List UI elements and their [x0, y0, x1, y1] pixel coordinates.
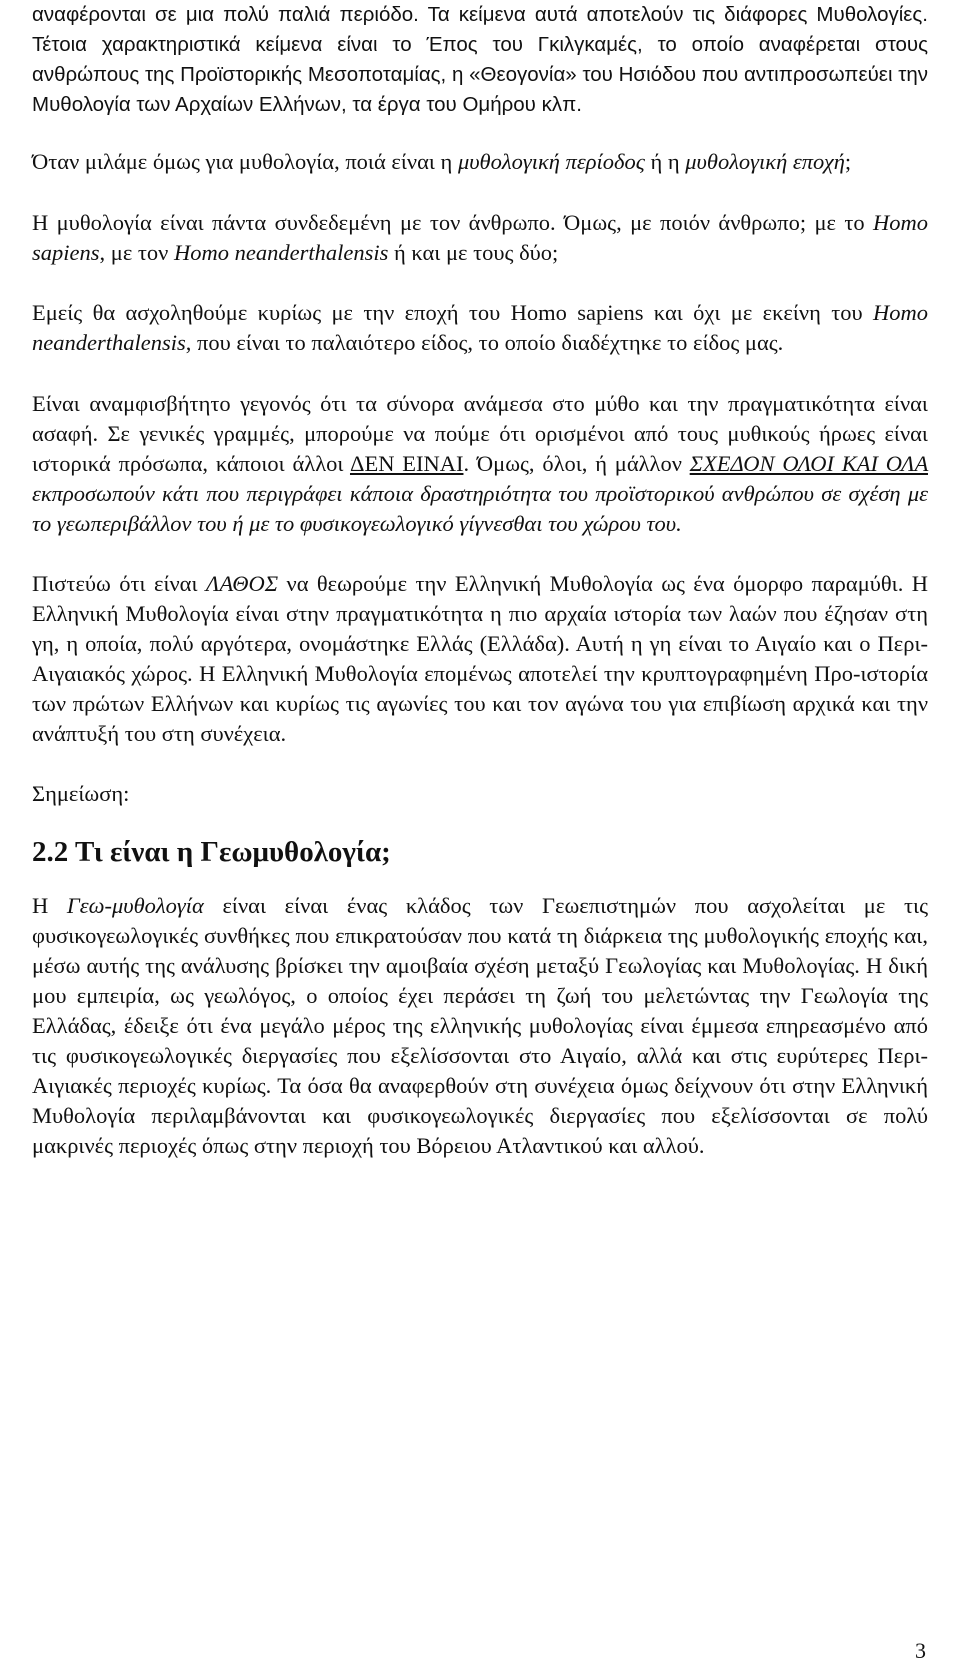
- para4-emphasis: ΛΑΘΟΣ: [205, 571, 279, 596]
- geo-term: Γεω-μυθολογία: [66, 893, 204, 918]
- para4-text-1: Πιστεύω ότι είναι: [32, 571, 206, 596]
- para1-text-3: ή και με τους δύο;: [388, 240, 559, 265]
- intro-paragraph: [32, 0, 928, 120]
- question-emphasis-1: μυθολογική περίοδος: [457, 149, 645, 174]
- para3-italic-text: εκπροσωπούν κάτι που περιγράφει κάποια δραστηριότητα του προϊστορικού ανθρώπου σε σχέση με το γεωπεριβάλλον του ή με το φυσικογεωλογικό γίγνεσθαι του χώρου του.: [32, 481, 928, 536]
- section-heading: 2.2 Τι είναι η Γεωμυθολογία;: [32, 836, 391, 868]
- para1-species-neanderthalensis: Homo neanderthalensis: [173, 240, 389, 265]
- paragraph-homo-sapiens: [32, 298, 928, 358]
- question-paragraph: [32, 147, 928, 177]
- paragraph-geomythology: [32, 891, 928, 1161]
- page-number: 3: [915, 1638, 926, 1663]
- question-text-2: ή η: [644, 149, 686, 174]
- question-text-3: ;: [844, 149, 852, 174]
- para3-text-2: . Όμως, όλοι, ή μάλλον: [463, 451, 690, 476]
- para2-text-2: , που είναι το παλαιότερο είδος, το οποίο διαδέχτηκε το είδος μας.: [185, 330, 784, 355]
- paragraph-myth-reality: [32, 389, 928, 539]
- para2-species: Homo neanderthalensis: [32, 300, 928, 355]
- geo-text-1: Η: [32, 893, 67, 918]
- note-label: Σημείωση:: [32, 781, 130, 806]
- paragraph-human: [32, 208, 928, 268]
- question-text-1: Όταν μιλάμε όμως για μυθολογία, ποιά είναι η: [32, 149, 458, 174]
- para3-underlined-1: ΔΕΝ ΕΙΝΑΙ: [349, 451, 464, 476]
- para1-text-1: Η μυθολογία είναι πάντα συνδεδεμένη με τον άνθρωπο. Όμως, με ποιόν άνθρωπο; με το: [32, 210, 873, 235]
- para1-species-sapiens: Homo sapiens: [32, 210, 928, 265]
- para1-text-2: , με τον: [99, 240, 174, 265]
- note-paragraph: [32, 779, 928, 809]
- para2-text-1: Εμείς θα ασχοληθούμε κυρίως με την εποχή του Homo sapiens και όχι με εκείνη του: [32, 300, 873, 325]
- geo-text-2: είναι είναι ένας κλάδος των Γεωεπιστημών που ασχολείται με τις φυσικογεωλογικές συνθήκες που επικρατούσαν που κατά τη διάρκεια της μυθολογικής εποχής και, μέσω αυτής της ανάλυσης βρίσκει την αμοιβαία σχέση μεταξύ Γεωλογίας και Μυθολογίας. Η δική μου εμπειρία, ως γεωλόγος, ο οποίος έχει περάσει τη ζωή του μελετώντας την Γεωλογία της Ελλάδας, έδειξε ότι ένα μεγάλο μέρος της ελληνικής μυθολογίας είναι έμμεσα επηρεασμένο από τις φυσικογεωλογικές διεργασίες που εξελίσσονται στο Αιγαίο, αλλά και στις ευρύτερες Περι-Αιγιακές περιοχές κυρίως. Τα όσα θα αναφερθούν στη συνέχεια όμως δείχνουν ότι στην Ελληνική Μυθολογία περιλαμβάνονται και φυσικογεωλογικές διεργασίες που εξελίσσονται σε πολύ μακρινές περιοχές όπως στην περιοχή του Βόρειου Ατλαντικού και αλλού.: [32, 893, 928, 1158]
- document-page: [32, 0, 928, 1161]
- question-emphasis-2: μυθολογική εποχή: [685, 149, 845, 174]
- para3-text-1: Είναι αναμφισβήτητο γεγονός ότι τα σύνορα ανάμεσα στο μύθο και την πραγματικότητα είναι ασαφή. Σε γενικές γραμμές, μπορούμε να πούμε ότι ορισμένοι από τους μυθικούς ήρωες είναι ιστορικά πρόσωπα, κάποιοι άλλοι: [32, 391, 928, 476]
- para3-underlined-italic: ΣΧΕΔΟΝ ΟΛΟΙ ΚΑΙ ΟΛΑ: [689, 451, 928, 476]
- intro-text: αναφέρονται σε μια πολύ παλιά περιόδο. Τα κείμενα αυτά αποτελούν τις διάφορες Μυθολογίες. Τέτοια χαρακτηριστικά κείμενα είναι το Έπος του Γκιλγκαμές, το οποίο αναφέρεται στους ανθρώπους της Προϊστορικής Μεσοποταμίας, η «Θεογονία» του Ησιόδου που αντιπροσωπεύει την Μυθολογία των Αρχαίων Ελλήνων, τα έργα του Ομήρου κλπ.: [32, 3, 928, 116]
- paragraph-greek-mythology: [32, 569, 928, 749]
- para4-text-2: να θεωρούμε την Ελληνική Μυθολογία ως ένα όμορφο παραμύθι. Η Ελληνική Μυθολογία είναι στην πραγματικότητα η πιο αρχαία ιστορία των λαών που έζησαν στη γη, η οποία, πολύ αργότερα, ονομάστηκε Ελλάς (Ελλάδα). Αυτή η γη είναι το Αιγαίο και ο Περι-Αιγαιακός χώρος. Η Ελληνική Μυθολογία επομένως αποτελεί την κρυπτογραφημένη Προ-ιστορία των πρώτων Ελλήνων και κυρίως τις αγωνίες του και τον αγώνα του για επιβίωση αρχικά και την ανάπτυξή του στη συνέχεια.: [32, 571, 928, 746]
